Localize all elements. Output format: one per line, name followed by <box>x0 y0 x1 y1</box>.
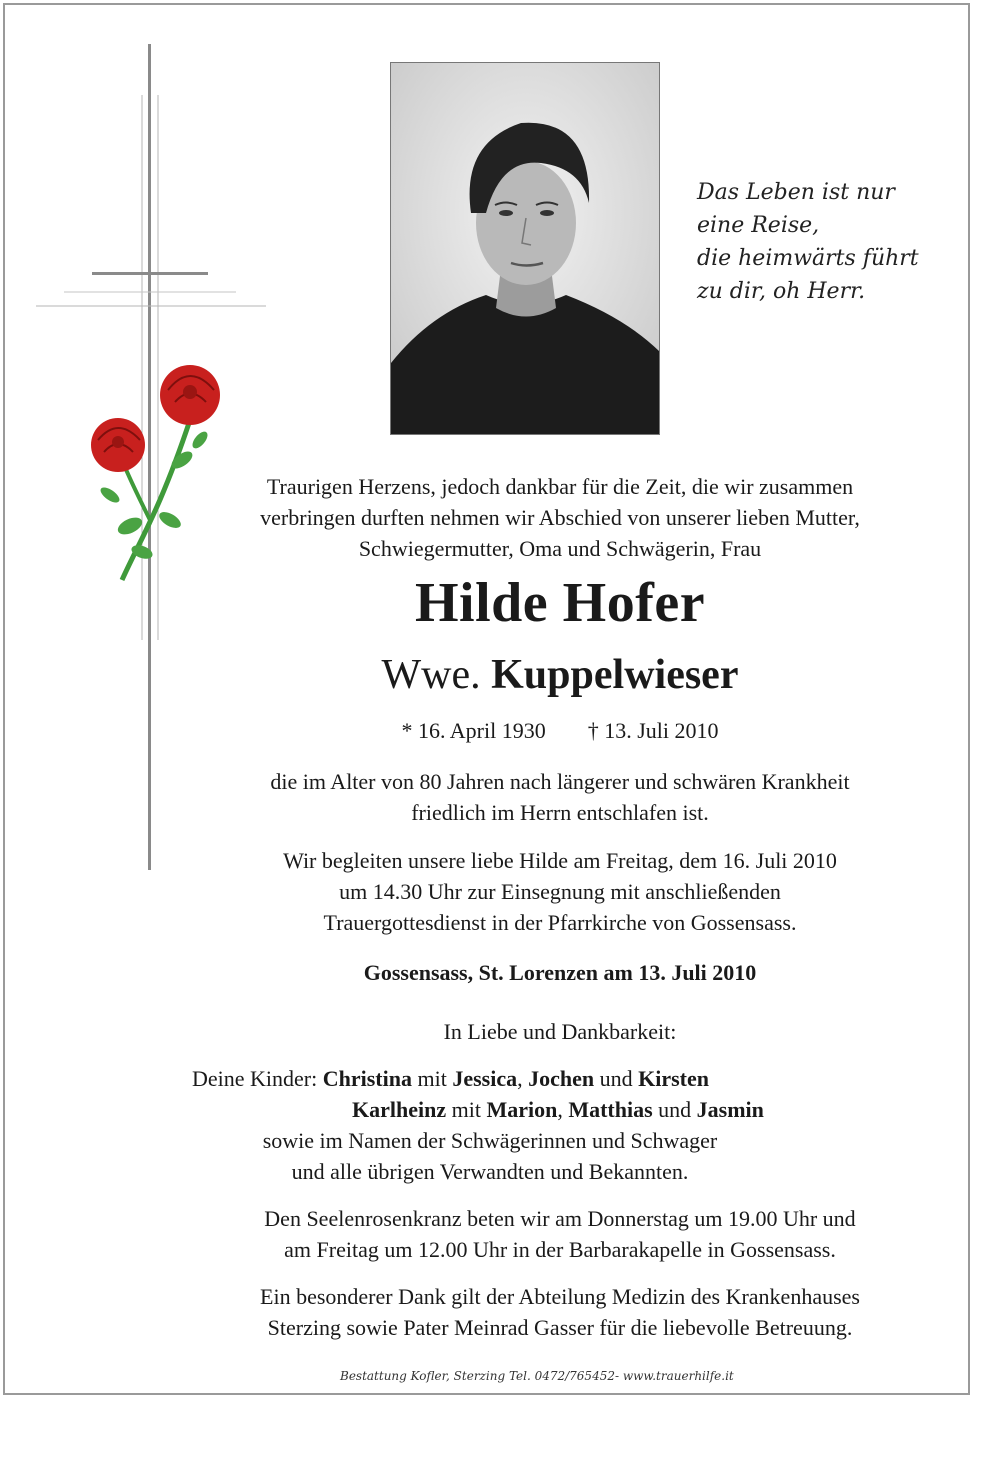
quote-line: Das Leben ist nur <box>697 180 895 205</box>
thanks-text <box>150 1281 970 1343</box>
mourners-line-4: und alle übrigen Verwandten und Bekannten. <box>291 1159 689 1184</box>
connector-text: , <box>517 1066 523 1091</box>
rosary-info <box>150 1203 970 1265</box>
connector-text: und <box>599 1066 633 1091</box>
thanks-line: Sterzing sowie Pater Meinrad Gasser für die liebevolle Betreuung. <box>267 1315 853 1340</box>
mourners-row-1 <box>192 1063 892 1094</box>
grandchild-name: Jessica <box>452 1066 518 1091</box>
widow-line <box>150 648 970 702</box>
grandchild-name: Kirsten <box>638 1066 709 1091</box>
intro-line: Schwiegermutter, Oma und Schwägerin, Frau <box>358 536 762 561</box>
connector-text: und <box>658 1097 692 1122</box>
connector-text: mit <box>417 1066 447 1091</box>
connector-text: , <box>557 1097 563 1122</box>
intro-line: Traurigen Herzens, jedoch dankbar für die Zeit, die wir zusammen <box>266 474 854 499</box>
mourners-line-3: sowie im Namen der Schwägerinnen und Schwager <box>262 1128 718 1153</box>
life-dates <box>150 716 970 746</box>
thanks-line: Ein besonderer Dank gilt der Abteilung Medizin des Krankenhauses <box>260 1284 860 1309</box>
child-name: Christina <box>322 1066 412 1091</box>
connector-text: mit <box>451 1097 481 1122</box>
widow-prefix: Wwe. <box>381 652 481 698</box>
love-line: In Liebe und Dankbarkeit: <box>443 1019 677 1044</box>
quote <box>697 176 967 308</box>
place-date: Gossensass, St. Lorenzen am 13. Juli 2010 <box>363 960 757 985</box>
grandchild-name: Matthias <box>568 1097 653 1122</box>
funeral-line: Trauergottesdienst in der Pfarrkirche von Gossensass. <box>323 910 797 935</box>
death-notice-line: friedlich im Herrn entschlafen ist. <box>411 800 709 825</box>
quote-line: eine Reise, <box>697 213 820 238</box>
cross-with-roses-icon <box>30 40 270 880</box>
mourners-row-2 <box>192 1094 892 1125</box>
portrait-photo <box>390 62 660 435</box>
intro-line: verbringen durften nehmen wir Abschied von unserer lieben Mutter, <box>260 505 860 530</box>
footer-funeral-home: Bestattung Kofler, Sterzing Tel. 0472/765452- www.trauerhilfe.it <box>340 1369 734 1383</box>
grandchild-name: Jasmin <box>696 1097 764 1122</box>
child-name: Karlheinz <box>352 1097 447 1122</box>
death-date: † 13. Juli 2010 <box>587 718 719 743</box>
death-notice <box>150 766 970 828</box>
quote-line: die heimwärts führt <box>697 246 919 271</box>
funeral-info <box>150 845 970 938</box>
grandchild-name: Marion <box>486 1097 558 1122</box>
rosary-line: am Freitag um 12.00 Uhr in der Barbarakapelle in Gossensass. <box>284 1237 836 1262</box>
intro-text <box>150 471 970 564</box>
rosary-line: Den Seelenrosenkranz beten wir am Donnerstag um 19.00 Uhr und <box>264 1206 856 1231</box>
birth-date: * 16. April 1930 <box>401 718 546 743</box>
funeral-line: um 14.30 Uhr zur Einsegnung mit anschließenden <box>339 879 781 904</box>
quote-line: zu dir, oh Herr. <box>697 279 866 304</box>
grandchild-name: Jochen <box>528 1066 595 1091</box>
mourners-intro: Deine Kinder: <box>192 1066 318 1091</box>
funeral-line: Wir begleiten unsere liebe Hilde am Freitag, dem 16. Juli 2010 <box>283 848 837 873</box>
widow-name: Kuppelwieser <box>491 652 739 698</box>
mourners-list <box>192 1063 892 1187</box>
deceased-name: Hilde Hofer <box>414 572 706 634</box>
death-notice-line: die im Alter von 80 Jahren nach längerer und schwären Krankheit <box>270 769 850 794</box>
